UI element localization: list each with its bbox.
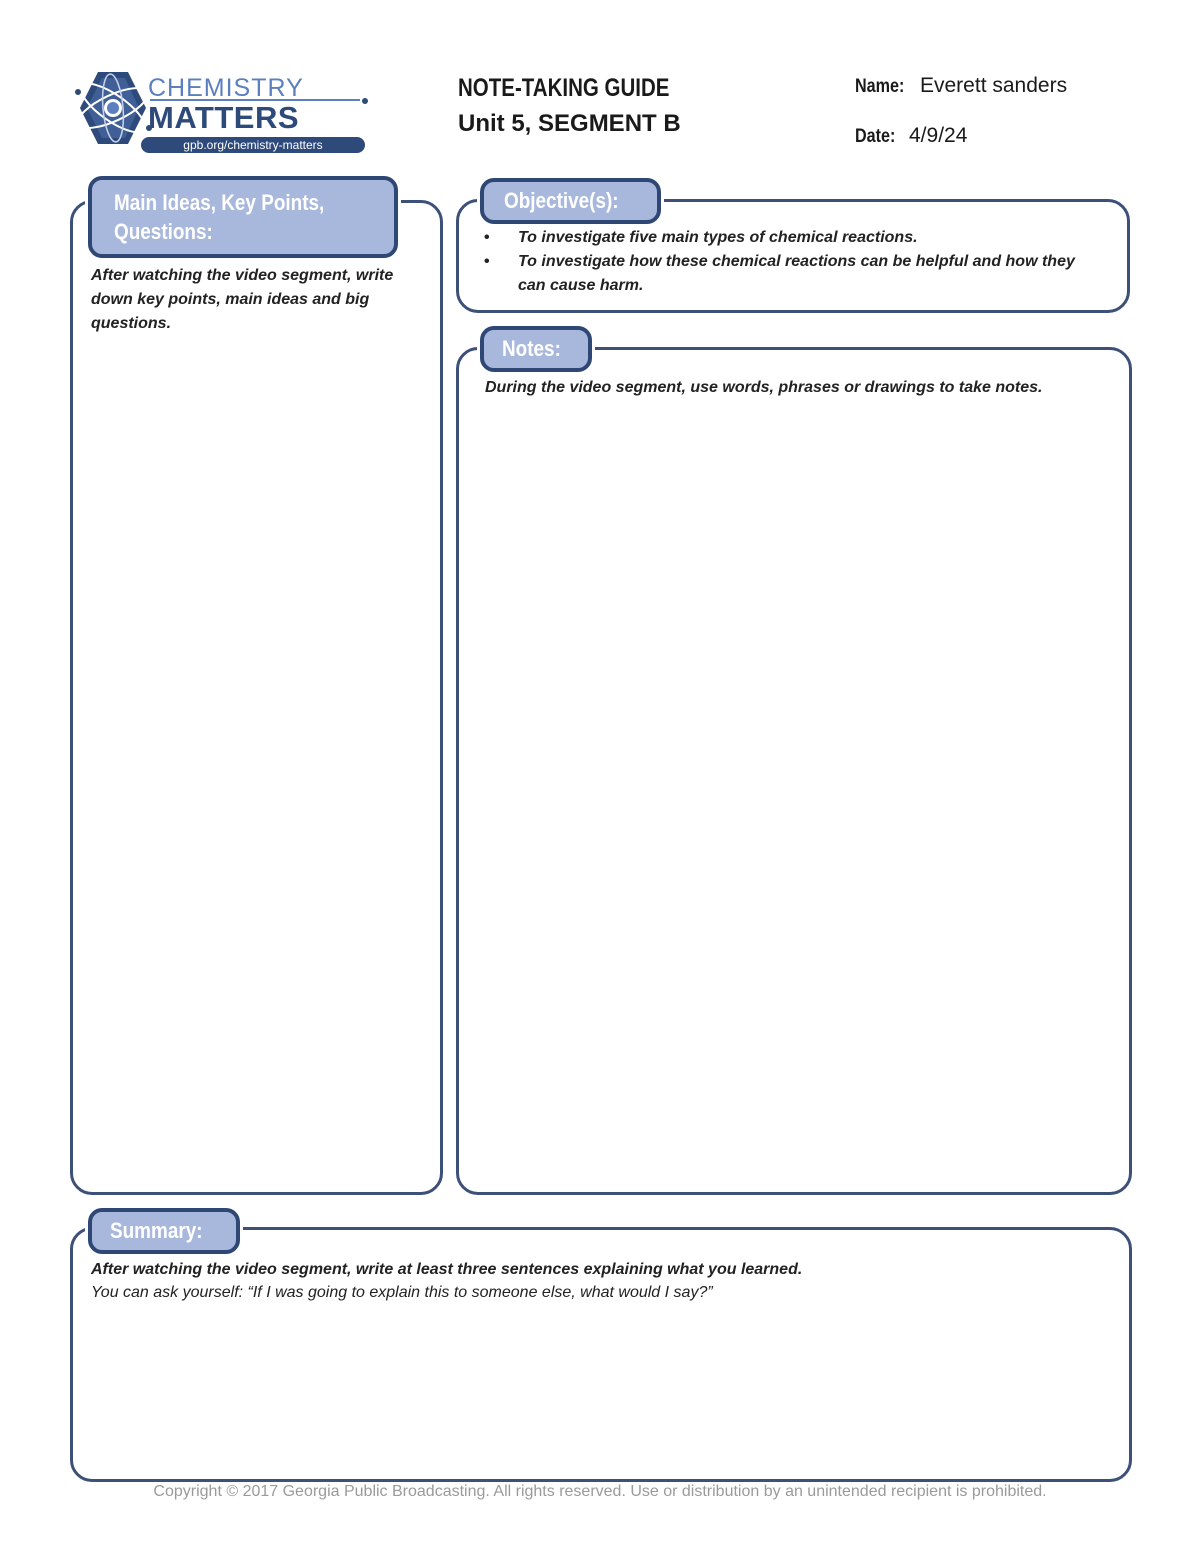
notes-instructions: During the video segment, use words, phrases or drawings to take notes.	[485, 379, 1043, 396]
notes-heading-text: Notes:	[502, 336, 561, 361]
date-label: Date:	[855, 126, 896, 147]
guide-title: NOTE-TAKING GUIDE	[458, 74, 670, 102]
name-label: Name:	[855, 76, 905, 97]
summary-instructions	[91, 1258, 1111, 1305]
main-ideas-box[interactable]	[70, 200, 443, 1195]
notes-box[interactable]	[456, 347, 1132, 1195]
main-ideas-instructions: After watching the video segment, write down key points, main ideas and big questions.	[91, 267, 394, 332]
objectives-heading-text: Objective(s):	[504, 188, 619, 213]
date-field[interactable]: 4/9/24	[909, 124, 968, 147]
logo-matters-text: MATTERS	[148, 100, 300, 135]
objective-item: • To investigate how these chemical reactions can be helpful and how they can cause harm.	[484, 250, 1104, 298]
summary-heading	[88, 1208, 240, 1254]
name-field[interactable]: Everett sanders	[920, 74, 1068, 97]
objectives-heading	[480, 178, 661, 224]
main-ideas-heading-line2: Questions:	[114, 219, 213, 244]
notes-heading	[480, 326, 592, 372]
main-ideas-heading	[88, 176, 398, 258]
objectives-list	[484, 226, 1104, 298]
logo-chemistry-text: CHEMISTRY	[148, 74, 304, 102]
summary-instruction-line2: You can ask yourself: “If I was going to explain this to someone else, what would I say?”	[91, 1284, 713, 1301]
main-ideas-heading-line1: Main Ideas, Key Points,	[114, 190, 325, 215]
summary-instruction-line1: After watching the video segment, write at least three sentences explaining what you learned.	[91, 1261, 803, 1278]
summary-heading-text: Summary:	[110, 1218, 203, 1243]
unit-segment: Unit 5, SEGMENT B	[458, 110, 681, 137]
logo-url: gpb.org/chemistry-matters	[141, 137, 365, 153]
copyright-footer: Copyright © 2017 Georgia Public Broadcasting. All rights reserved. Use or distribution by an unintended recipient is prohibited.	[153, 1483, 1047, 1500]
objective-item: • To investigate five main types of chemical reactions.	[484, 226, 1104, 250]
